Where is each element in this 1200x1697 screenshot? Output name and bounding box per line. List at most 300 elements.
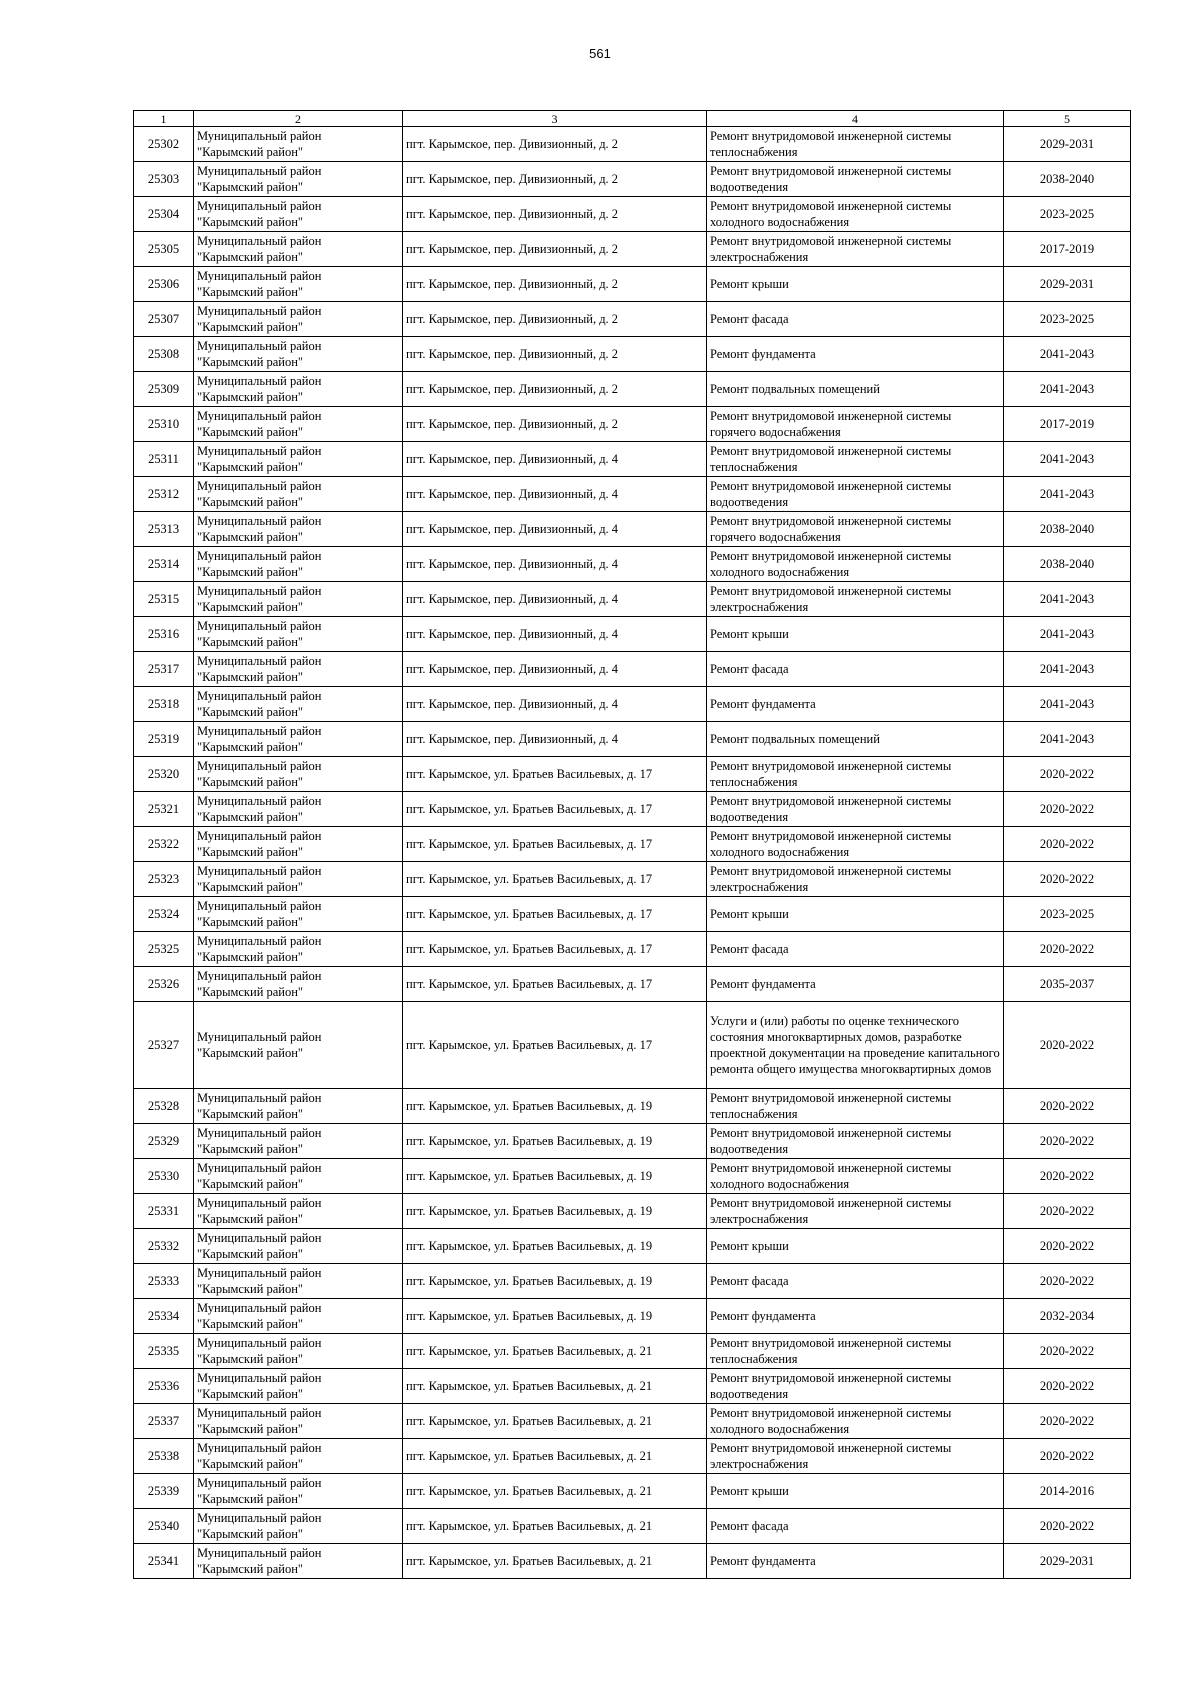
district-cell xyxy=(194,862,403,897)
page-number: 561 xyxy=(589,46,611,61)
address-cell: пгт. Карымское, ул. Братьев Васильевых, д. 19 xyxy=(403,1159,707,1194)
row-number-cell: 25303 xyxy=(134,162,194,197)
row-number-cell: 25314 xyxy=(134,547,194,582)
table-row xyxy=(134,582,1131,617)
district-cell xyxy=(194,1299,403,1334)
district-cell xyxy=(194,897,403,932)
row-number-cell: 25337 xyxy=(134,1404,194,1439)
period-cell: 2041-2043 xyxy=(1004,477,1131,512)
address-cell: пгт. Карымское, пер. Дивизионный, д. 2 xyxy=(403,127,707,162)
address-cell: пгт. Карымское, пер. Дивизионный, д. 2 xyxy=(403,372,707,407)
period-cell: 2020-2022 xyxy=(1004,1194,1131,1229)
work-type-cell: Услуги и (или) работы по оценке технического состояния многоквартирных домов, разработке проектной документации на проведение капитального ремонта общего имущества многоквартирных домов xyxy=(707,1002,1004,1089)
work-type-cell: Ремонт внутридомовой инженерной системы горячего водоснабжения xyxy=(707,407,1004,442)
work-type-cell: Ремонт внутридомовой инженерной системы холодного водоснабжения xyxy=(707,1159,1004,1194)
district-cell xyxy=(194,1229,403,1264)
district-line: "Карымский район" xyxy=(197,390,304,404)
row-number-cell: 25340 xyxy=(134,1509,194,1544)
district-line: Муниципальный район xyxy=(197,129,322,143)
district-line: Муниципальный район xyxy=(197,619,322,633)
work-type-cell: Ремонт внутридомовой инженерной системы водоотведения xyxy=(707,1124,1004,1159)
table-row xyxy=(134,1404,1131,1439)
address-cell: пгт. Карымское, ул. Братьев Васильевых, д. 17 xyxy=(403,932,707,967)
district-line: Муниципальный район xyxy=(197,829,322,843)
district-line: Муниципальный район xyxy=(197,304,322,318)
row-number-cell: 25327 xyxy=(134,1002,194,1089)
district-line: "Карымский район" xyxy=(197,1142,304,1156)
work-type-cell: Ремонт фасада xyxy=(707,302,1004,337)
address-cell: пгт. Карымское, ул. Братьев Васильевых, д. 21 xyxy=(403,1404,707,1439)
period-cell: 2017-2019 xyxy=(1004,232,1131,267)
period-cell: 2041-2043 xyxy=(1004,722,1131,757)
table-row xyxy=(134,722,1131,757)
address-cell: пгт. Карымское, ул. Братьев Васильевых, д. 21 xyxy=(403,1474,707,1509)
column-header-4: 4 xyxy=(707,111,1004,127)
district-line: "Карымский район" xyxy=(197,1422,304,1436)
address-cell: пгт. Карымское, ул. Братьев Васильевых, д. 19 xyxy=(403,1229,707,1264)
table-row xyxy=(134,1509,1131,1544)
work-type-cell: Ремонт фасада xyxy=(707,1509,1004,1544)
period-cell: 2032-2034 xyxy=(1004,1299,1131,1334)
row-number-cell: 25335 xyxy=(134,1334,194,1369)
period-cell: 2038-2040 xyxy=(1004,512,1131,547)
work-type-cell: Ремонт внутридомовой инженерной системы холодного водоснабжения xyxy=(707,827,1004,862)
period-cell: 2020-2022 xyxy=(1004,862,1131,897)
row-number-cell: 25309 xyxy=(134,372,194,407)
row-number-cell: 25318 xyxy=(134,687,194,722)
district-line: "Карымский район" xyxy=(197,810,304,824)
district-cell xyxy=(194,827,403,862)
column-header-5: 5 xyxy=(1004,111,1131,127)
district-line: Муниципальный район xyxy=(197,759,322,773)
address-cell: пгт. Карымское, ул. Братьев Васильевых, д. 17 xyxy=(403,827,707,862)
district-line: "Карымский район" xyxy=(197,1107,304,1121)
district-line: "Карымский район" xyxy=(197,985,304,999)
work-type-cell: Ремонт крыши xyxy=(707,617,1004,652)
work-type-cell: Ремонт внутридомовой инженерной системы теплоснабжения xyxy=(707,1334,1004,1369)
work-type-cell: Ремонт фасада xyxy=(707,1264,1004,1299)
address-cell: пгт. Карымское, пер. Дивизионный, д. 4 xyxy=(403,687,707,722)
district-line: "Карымский район" xyxy=(197,250,304,264)
column-header-2: 2 xyxy=(194,111,403,127)
district-line: "Карымский район" xyxy=(197,740,304,754)
district-cell xyxy=(194,267,403,302)
district-cell xyxy=(194,932,403,967)
work-type-cell: Ремонт крыши xyxy=(707,267,1004,302)
address-cell: пгт. Карымское, ул. Братьев Васильевых, д. 17 xyxy=(403,757,707,792)
work-type-cell: Ремонт фасада xyxy=(707,932,1004,967)
row-number-cell: 25336 xyxy=(134,1369,194,1404)
district-cell xyxy=(194,477,403,512)
district-cell xyxy=(194,967,403,1002)
district-line: Муниципальный район xyxy=(197,1231,322,1245)
row-number-cell: 25304 xyxy=(134,197,194,232)
table-row xyxy=(134,547,1131,582)
table-row xyxy=(134,1194,1131,1229)
table-row xyxy=(134,267,1131,302)
district-line: Муниципальный район xyxy=(197,514,322,528)
district-cell xyxy=(194,1002,403,1089)
district-line: "Карымский район" xyxy=(197,145,304,159)
district-line: "Карымский район" xyxy=(197,705,304,719)
row-number-cell: 25311 xyxy=(134,442,194,477)
period-cell: 2041-2043 xyxy=(1004,337,1131,372)
district-line: Муниципальный район xyxy=(197,1406,322,1420)
period-cell: 2020-2022 xyxy=(1004,932,1131,967)
district-line: Муниципальный район xyxy=(197,409,322,423)
period-cell: 2020-2022 xyxy=(1004,1509,1131,1544)
address-cell: пгт. Карымское, ул. Братьев Васильевых, д. 19 xyxy=(403,1124,707,1159)
district-cell xyxy=(194,1159,403,1194)
district-cell xyxy=(194,1194,403,1229)
district-line: "Карымский район" xyxy=(197,1527,304,1541)
period-cell: 2020-2022 xyxy=(1004,1159,1131,1194)
district-line: Муниципальный район xyxy=(197,1336,322,1350)
district-cell xyxy=(194,1124,403,1159)
row-number-cell: 25334 xyxy=(134,1299,194,1334)
table-row xyxy=(134,932,1131,967)
address-cell: пгт. Карымское, ул. Братьев Васильевых, д. 17 xyxy=(403,1002,707,1089)
table-row xyxy=(134,337,1131,372)
district-line: Муниципальный район xyxy=(197,899,322,913)
district-line: "Карымский район" xyxy=(197,1247,304,1261)
district-line: "Карымский район" xyxy=(197,355,304,369)
period-cell: 2020-2022 xyxy=(1004,1369,1131,1404)
table-row xyxy=(134,512,1131,547)
district-cell xyxy=(194,197,403,232)
district-cell xyxy=(194,1334,403,1369)
district-line: "Карымский район" xyxy=(197,775,304,789)
table-row xyxy=(134,477,1131,512)
table-row xyxy=(134,897,1131,932)
work-type-cell: Ремонт внутридомовой инженерной системы теплоснабжения xyxy=(707,757,1004,792)
period-cell: 2020-2022 xyxy=(1004,757,1131,792)
work-type-cell: Ремонт внутридомовой инженерной системы теплоснабжения xyxy=(707,1089,1004,1124)
district-cell xyxy=(194,372,403,407)
work-type-cell: Ремонт крыши xyxy=(707,1229,1004,1264)
period-cell: 2023-2025 xyxy=(1004,197,1131,232)
district-line: Муниципальный район xyxy=(197,1511,322,1525)
period-cell: 2020-2022 xyxy=(1004,792,1131,827)
period-cell: 2017-2019 xyxy=(1004,407,1131,442)
row-number-cell: 25310 xyxy=(134,407,194,442)
district-cell xyxy=(194,1439,403,1474)
period-cell: 2038-2040 xyxy=(1004,547,1131,582)
table-row xyxy=(134,617,1131,652)
work-type-cell: Ремонт внутридомовой инженерной системы водоотведения xyxy=(707,477,1004,512)
table-row xyxy=(134,1334,1131,1369)
work-type-cell: Ремонт внутридомовой инженерной системы электроснабжения xyxy=(707,1194,1004,1229)
table-row xyxy=(134,197,1131,232)
column-header-3: 3 xyxy=(403,111,707,127)
address-cell: пгт. Карымское, пер. Дивизионный, д. 4 xyxy=(403,582,707,617)
column-header-row xyxy=(134,111,1131,127)
period-cell: 2014-2016 xyxy=(1004,1474,1131,1509)
work-type-cell: Ремонт внутридомовой инженерной системы холодного водоснабжения xyxy=(707,197,1004,232)
period-cell: 2020-2022 xyxy=(1004,1002,1131,1089)
address-cell: пгт. Карымское, пер. Дивизионный, д. 2 xyxy=(403,337,707,372)
row-number-cell: 25341 xyxy=(134,1544,194,1579)
district-cell xyxy=(194,337,403,372)
work-type-cell: Ремонт внутридомовой инженерной системы холодного водоснабжения xyxy=(707,1404,1004,1439)
district-cell xyxy=(194,652,403,687)
row-number-cell: 25312 xyxy=(134,477,194,512)
district-line: "Карымский район" xyxy=(197,880,304,894)
district-line: "Карымский район" xyxy=(197,1282,304,1296)
row-number-cell: 25306 xyxy=(134,267,194,302)
period-cell: 2020-2022 xyxy=(1004,1124,1131,1159)
address-cell: пгт. Карымское, пер. Дивизионный, д. 2 xyxy=(403,162,707,197)
district-cell xyxy=(194,547,403,582)
district-cell xyxy=(194,582,403,617)
district-cell xyxy=(194,1264,403,1299)
address-cell: пгт. Карымское, пер. Дивизионный, д. 2 xyxy=(403,197,707,232)
work-type-cell: Ремонт внутридомовой инженерной системы водоотведения xyxy=(707,1369,1004,1404)
district-line: "Карымский район" xyxy=(197,1046,304,1060)
row-number-cell: 25305 xyxy=(134,232,194,267)
row-number-cell: 25329 xyxy=(134,1124,194,1159)
district-line: Муниципальный район xyxy=(197,1126,322,1140)
work-type-cell: Ремонт внутридомовой инженерной системы электроснабжения xyxy=(707,1439,1004,1474)
district-line: "Карымский район" xyxy=(197,285,304,299)
district-line: "Карымский район" xyxy=(197,950,304,964)
table-row xyxy=(134,302,1131,337)
table-row xyxy=(134,827,1131,862)
row-number-cell: 25315 xyxy=(134,582,194,617)
table-body xyxy=(134,111,1131,1579)
district-line: Муниципальный район xyxy=(197,654,322,668)
address-cell: пгт. Карымское, пер. Дивизионный, д. 2 xyxy=(403,407,707,442)
address-cell: пгт. Карымское, пер. Дивизионный, д. 4 xyxy=(403,547,707,582)
period-cell: 2041-2043 xyxy=(1004,652,1131,687)
address-cell: пгт. Карымское, пер. Дивизионный, д. 4 xyxy=(403,652,707,687)
period-cell: 2038-2040 xyxy=(1004,162,1131,197)
table-row xyxy=(134,127,1131,162)
address-cell: пгт. Карымское, ул. Братьев Васильевых, д. 19 xyxy=(403,1299,707,1334)
district-cell xyxy=(194,687,403,722)
table-row xyxy=(134,162,1131,197)
address-cell: пгт. Карымское, ул. Братьев Васильевых, д. 21 xyxy=(403,1509,707,1544)
district-line: Муниципальный район xyxy=(197,1266,322,1280)
row-number-cell: 25325 xyxy=(134,932,194,967)
period-cell: 2041-2043 xyxy=(1004,442,1131,477)
work-type-cell: Ремонт фундамента xyxy=(707,337,1004,372)
district-line: Муниципальный район xyxy=(197,549,322,563)
district-cell xyxy=(194,1369,403,1404)
table-row xyxy=(134,442,1131,477)
period-cell: 2041-2043 xyxy=(1004,582,1131,617)
work-type-cell: Ремонт внутридомовой инженерной системы водоотведения xyxy=(707,792,1004,827)
period-cell: 2020-2022 xyxy=(1004,1229,1131,1264)
work-type-cell: Ремонт внутридомовой инженерной системы холодного водоснабжения xyxy=(707,547,1004,582)
district-line: "Карымский район" xyxy=(197,600,304,614)
work-type-cell: Ремонт крыши xyxy=(707,897,1004,932)
table-row xyxy=(134,232,1131,267)
district-line: "Карымский район" xyxy=(197,425,304,439)
period-cell: 2041-2043 xyxy=(1004,687,1131,722)
district-cell xyxy=(194,617,403,652)
row-number-cell: 25319 xyxy=(134,722,194,757)
district-cell xyxy=(194,792,403,827)
address-cell: пгт. Карымское, ул. Братьев Васильевых, д. 17 xyxy=(403,967,707,1002)
work-type-cell: Ремонт фундамента xyxy=(707,1544,1004,1579)
period-cell: 2020-2022 xyxy=(1004,1439,1131,1474)
district-line: "Карымский район" xyxy=(197,670,304,684)
district-line: Муниципальный район xyxy=(197,1371,322,1385)
table-row xyxy=(134,687,1131,722)
period-cell: 2029-2031 xyxy=(1004,1544,1131,1579)
district-line: Муниципальный район xyxy=(197,339,322,353)
row-number-cell: 25317 xyxy=(134,652,194,687)
district-line: "Карымский район" xyxy=(197,1212,304,1226)
address-cell: пгт. Карымское, пер. Дивизионный, д. 4 xyxy=(403,512,707,547)
repair-schedule-table xyxy=(133,110,1131,1579)
district-line: "Карымский район" xyxy=(197,915,304,929)
period-cell: 2020-2022 xyxy=(1004,1334,1131,1369)
district-line: Муниципальный район xyxy=(197,1196,322,1210)
row-number-cell: 25307 xyxy=(134,302,194,337)
row-number-cell: 25328 xyxy=(134,1089,194,1124)
district-line: Муниципальный район xyxy=(197,724,322,738)
address-cell: пгт. Карымское, пер. Дивизионный, д. 2 xyxy=(403,232,707,267)
district-line: Муниципальный район xyxy=(197,374,322,388)
address-cell: пгт. Карымское, ул. Братьев Васильевых, д. 17 xyxy=(403,897,707,932)
district-line: "Карымский район" xyxy=(197,635,304,649)
district-line: "Карымский район" xyxy=(197,495,304,509)
row-number-cell: 25308 xyxy=(134,337,194,372)
district-line: Муниципальный район xyxy=(197,1301,322,1315)
district-cell xyxy=(194,1509,403,1544)
row-number-cell: 25339 xyxy=(134,1474,194,1509)
district-line: "Карымский район" xyxy=(197,1492,304,1506)
address-cell: пгт. Карымское, ул. Братьев Васильевых, д. 17 xyxy=(403,862,707,897)
district-cell xyxy=(194,512,403,547)
district-line: "Карымский район" xyxy=(197,320,304,334)
work-type-cell: Ремонт внутридомовой инженерной системы водоотведения xyxy=(707,162,1004,197)
period-cell: 2029-2031 xyxy=(1004,267,1131,302)
district-line: Муниципальный район xyxy=(197,794,322,808)
work-type-cell: Ремонт внутридомовой инженерной системы теплоснабжения xyxy=(707,442,1004,477)
address-cell: пгт. Карымское, пер. Дивизионный, д. 2 xyxy=(403,302,707,337)
district-line: "Карымский район" xyxy=(197,215,304,229)
district-cell xyxy=(194,442,403,477)
district-line: Муниципальный район xyxy=(197,864,322,878)
table-row xyxy=(134,1544,1131,1579)
row-number-cell: 25323 xyxy=(134,862,194,897)
address-cell: пгт. Карымское, ул. Братьев Васильевых, д. 21 xyxy=(403,1439,707,1474)
table-row xyxy=(134,1124,1131,1159)
period-cell: 2020-2022 xyxy=(1004,1264,1131,1299)
work-type-cell: Ремонт внутридомовой инженерной системы электроснабжения xyxy=(707,232,1004,267)
table-row xyxy=(134,967,1131,1002)
district-line: Муниципальный район xyxy=(197,444,322,458)
district-line: Муниципальный район xyxy=(197,584,322,598)
work-type-cell: Ремонт фундамента xyxy=(707,1299,1004,1334)
table-row xyxy=(134,1474,1131,1509)
district-line: Муниципальный район xyxy=(197,1030,322,1044)
period-cell: 2041-2043 xyxy=(1004,372,1131,407)
table-row xyxy=(134,1229,1131,1264)
table-row xyxy=(134,407,1131,442)
work-type-cell: Ремонт подвальных помещений xyxy=(707,372,1004,407)
row-number-cell: 25326 xyxy=(134,967,194,1002)
table-row xyxy=(134,1439,1131,1474)
table-row xyxy=(134,1264,1131,1299)
address-cell: пгт. Карымское, пер. Дивизионный, д. 4 xyxy=(403,722,707,757)
period-cell: 2020-2022 xyxy=(1004,1404,1131,1439)
period-cell: 2029-2031 xyxy=(1004,127,1131,162)
district-line: Муниципальный район xyxy=(197,479,322,493)
district-cell xyxy=(194,302,403,337)
row-number-cell: 25322 xyxy=(134,827,194,862)
address-cell: пгт. Карымское, пер. Дивизионный, д. 2 xyxy=(403,267,707,302)
period-cell: 2035-2037 xyxy=(1004,967,1131,1002)
address-cell: пгт. Карымское, ул. Братьев Васильевых, д. 19 xyxy=(403,1264,707,1299)
table-row xyxy=(134,1299,1131,1334)
row-number-cell: 25321 xyxy=(134,792,194,827)
work-type-cell: Ремонт фундамента xyxy=(707,687,1004,722)
district-line: "Карымский район" xyxy=(197,565,304,579)
district-line: "Карымский район" xyxy=(197,1177,304,1191)
work-type-cell: Ремонт подвальных помещений xyxy=(707,722,1004,757)
work-type-cell: Ремонт внутридомовой инженерной системы электроснабжения xyxy=(707,862,1004,897)
address-cell: пгт. Карымское, ул. Братьев Васильевых, д. 19 xyxy=(403,1194,707,1229)
address-cell: пгт. Карымское, ул. Братьев Васильевых, д. 21 xyxy=(403,1369,707,1404)
district-cell xyxy=(194,162,403,197)
work-type-cell: Ремонт крыши xyxy=(707,1474,1004,1509)
table-row xyxy=(134,792,1131,827)
row-number-cell: 25331 xyxy=(134,1194,194,1229)
district-cell xyxy=(194,722,403,757)
address-cell: пгт. Карымское, ул. Братьев Васильевых, д. 17 xyxy=(403,792,707,827)
table-row xyxy=(134,372,1131,407)
row-number-cell: 25333 xyxy=(134,1264,194,1299)
row-number-cell: 25302 xyxy=(134,127,194,162)
work-type-cell: Ремонт внутридомовой инженерной системы теплоснабжения xyxy=(707,127,1004,162)
district-line: Муниципальный район xyxy=(197,234,322,248)
district-cell xyxy=(194,1544,403,1579)
period-cell: 2041-2043 xyxy=(1004,617,1131,652)
period-cell: 2023-2025 xyxy=(1004,897,1131,932)
row-number-cell: 25313 xyxy=(134,512,194,547)
district-cell xyxy=(194,127,403,162)
row-number-cell: 25324 xyxy=(134,897,194,932)
period-cell: 2020-2022 xyxy=(1004,827,1131,862)
table-row xyxy=(134,1159,1131,1194)
district-cell xyxy=(194,1474,403,1509)
district-cell xyxy=(194,757,403,792)
district-cell xyxy=(194,1404,403,1439)
district-cell xyxy=(194,407,403,442)
table-row xyxy=(134,757,1131,792)
district-line: "Карымский район" xyxy=(197,1317,304,1331)
row-number-cell: 25316 xyxy=(134,617,194,652)
district-line: "Карымский район" xyxy=(197,1562,304,1576)
district-line: Муниципальный район xyxy=(197,1091,322,1105)
work-type-cell: Ремонт фундамента xyxy=(707,967,1004,1002)
district-line: "Карымский район" xyxy=(197,530,304,544)
district-line: "Карымский район" xyxy=(197,1457,304,1471)
district-cell xyxy=(194,232,403,267)
address-cell: пгт. Карымское, ул. Братьев Васильевых, д. 21 xyxy=(403,1334,707,1369)
district-line: "Карымский район" xyxy=(197,1352,304,1366)
table-row xyxy=(134,862,1131,897)
row-number-cell: 25338 xyxy=(134,1439,194,1474)
table-row xyxy=(134,1369,1131,1404)
work-type-cell: Ремонт фасада xyxy=(707,652,1004,687)
work-type-cell: Ремонт внутридомовой инженерной системы электроснабжения xyxy=(707,582,1004,617)
district-line: Муниципальный район xyxy=(197,969,322,983)
